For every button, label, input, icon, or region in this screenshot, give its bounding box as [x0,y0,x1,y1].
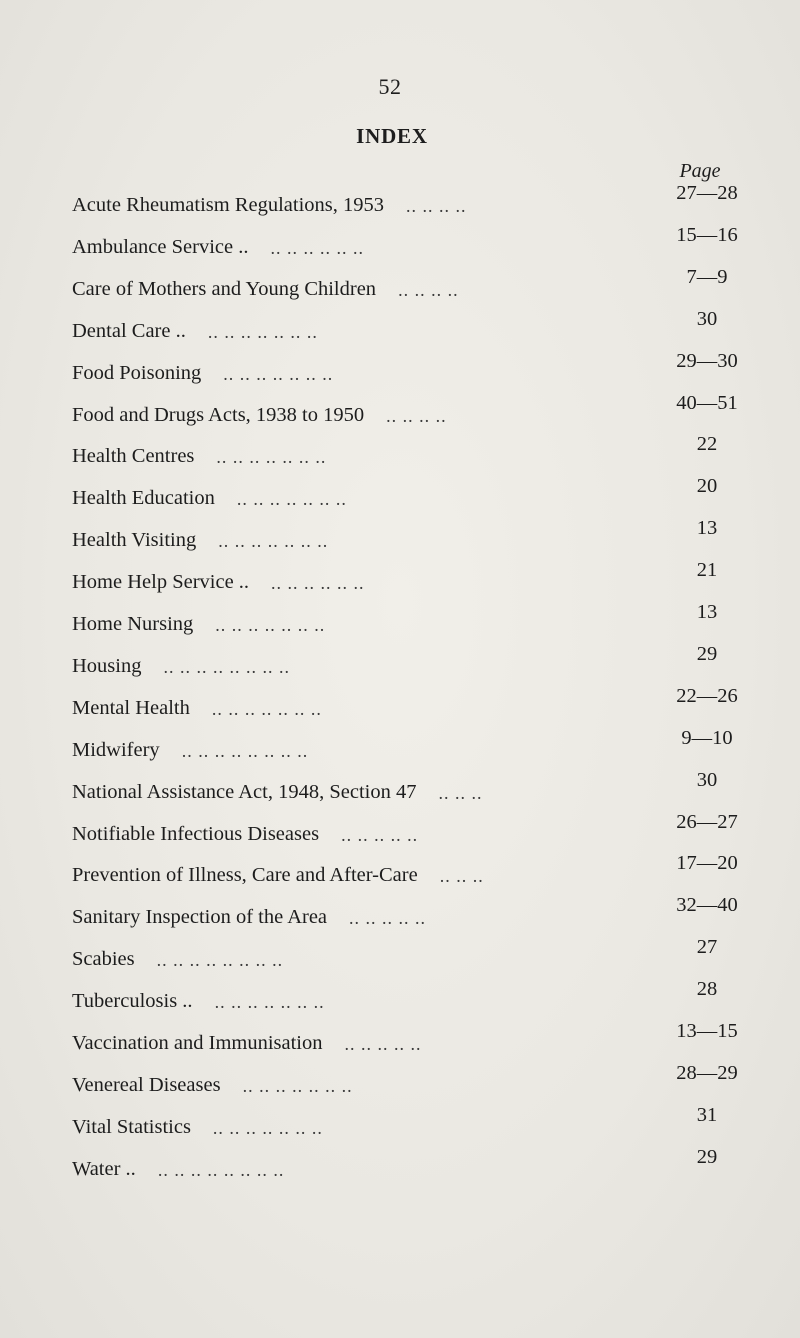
entry-label: Mental Health [72,696,190,719]
entry-label: Venereal Diseases [72,1073,221,1096]
entry-pages: 28—29 [676,1061,738,1084]
index-entry [72,433,752,475]
dot-leader [341,825,660,846]
index-entry [72,1145,752,1188]
dot-leader [218,531,660,552]
leader-dots: .. .. .. .. [406,196,467,216]
page-column-header: Page [679,160,721,182]
dot-leader [386,406,660,427]
entry-pages: 21 [696,559,718,582]
leader-dots: .. .. .. .. .. .. .. [207,321,318,342]
index-entry [72,810,752,853]
entry-label: Food Poisoning [72,361,202,384]
entry-label: Housing [72,654,142,677]
entry-label: Dental Care .. [72,319,186,342]
entry-label: Tuberculosis .. [72,990,193,1013]
index-entry [72,1020,752,1062]
entry-pages: 7—9 [686,265,728,288]
index-entry [72,726,752,769]
entry-label: Home Nursing [72,613,194,635]
entry-label: National Assistance Act, 1948, Section 47 [72,780,417,803]
entry-label: Vital Statistics [72,1115,191,1138]
entry-pages: 29 [696,1145,718,1168]
entry-pages: 22—26 [676,684,738,707]
index-entry [72,978,752,1020]
dot-leader [345,1034,661,1055]
entry-label: Notifiable Infectious Diseases [72,822,320,845]
leader-dots: .. .. .. .. .. .. .. [212,1117,323,1138]
leader-dots: .. .. .. .. .. .. .. [214,992,325,1013]
entry-label: Midwifery [72,738,160,761]
dot-leader [223,364,660,385]
entry-label: Health Centres [72,445,195,468]
leader-dots: .. .. .. .. [386,405,447,426]
entry-pages: 28 [696,978,718,1001]
dot-leader [212,699,660,720]
entry-pages: 9—10 [681,726,733,749]
entry-pages: 22 [696,433,718,456]
index-entry [72,852,752,894]
entry-label: Vaccination and Immunisation [72,1032,323,1054]
entry-label: Ambulance Service .. [72,235,249,258]
dot-leader [158,1160,660,1181]
entry-pages: 13 [696,601,718,623]
dot-leader [406,196,660,217]
index-entry [72,684,752,727]
index-entry [72,894,752,936]
leader-dots: .. .. .. .. .. .. [270,237,364,258]
page-title: INDEX [356,124,428,148]
dot-leader [215,615,660,636]
entry-pages: 13 [696,517,718,540]
entry-pages: 30 [696,307,718,330]
dot-leader [182,741,660,762]
index-entry [72,182,752,224]
index-entry [72,307,752,350]
entry-pages: 17—20 [676,852,738,875]
dot-leader [237,489,660,510]
dot-leader [271,573,660,594]
entry-pages: 29 [696,642,718,665]
leader-dots: .. .. .. .. .. .. .. [242,1075,353,1096]
dot-leader [440,866,660,887]
index-entry [72,936,752,978]
dot-leader [398,280,660,301]
entry-pages: 30 [696,768,718,791]
leader-dots: .. .. .. [439,866,484,887]
dot-leader [215,992,660,1013]
entry-pages: 32—40 [676,894,738,917]
dot-leader [163,657,660,678]
dot-leader [216,447,660,468]
entry-pages: 27 [696,936,718,959]
entry-pages: 15—16 [676,223,738,246]
page-number: 52 [378,74,402,99]
leader-dots: .. .. .. .. .. .. .. [216,447,327,468]
dot-leader [438,783,660,804]
leader-dots: .. .. .. .. .. .. .. .. [181,740,309,761]
leader-dots: .. .. .. .. .. .. .. .. [163,656,290,677]
index-entry [72,517,752,559]
dot-leader [208,322,660,343]
entry-label: Home Help Service .. [72,571,250,594]
entry-label: Food and Drugs Acts, 1938 to 1950 [72,403,365,426]
index-entry [72,642,752,685]
dot-leader [157,950,660,971]
index-entry [72,1061,752,1104]
index-entry [72,1103,752,1146]
leader-dots: .. .. .. .. .. [349,908,427,929]
entry-pages: 27—28 [676,182,738,204]
index-entry [72,265,752,308]
index-entry [72,391,752,434]
entry-label: Water .. [72,1157,136,1180]
entry-label: Scabies [72,948,135,971]
index-entry [72,475,752,517]
entry-pages: 20 [696,475,718,498]
entry-label: Health Visiting [72,529,197,552]
leader-dots: .. .. .. .. .. [344,1034,422,1054]
entry-pages: 29—30 [676,349,738,372]
entry-pages: 31 [696,1103,718,1126]
entry-pages: 40—51 [676,391,738,414]
index-entry [72,768,752,811]
index-entry [72,223,752,266]
entry-label: Prevention of Illness, Care and After-Care [72,864,418,887]
index-entry [72,349,752,392]
leader-dots: .. .. .. .. .. .. .. .. [157,1159,285,1180]
entry-pages: 26—27 [676,810,738,833]
entry-label: Care of Mothers and Young Children [72,277,377,300]
dot-leader [243,1076,660,1097]
entry-label: Acute Rheumatism Regulations, 1953 [72,194,385,216]
leader-dots: .. .. .. .. .. .. .. [223,363,334,384]
leader-dots: .. .. .. .. .. .. .. .. [156,950,284,971]
leader-dots: .. .. .. .. .. .. .. [215,615,326,635]
index-entry [72,601,752,643]
dot-leader [270,238,660,259]
leader-dots: .. .. .. .. .. .. .. [218,531,329,552]
leader-dots: .. .. .. [438,782,483,803]
leader-dots: .. .. .. .. [398,279,459,300]
leader-dots: .. .. .. .. .. [341,824,419,845]
entry-label: Sanitary Inspection of the Area [72,906,328,929]
leader-dots: .. .. .. .. .. .. [271,573,365,594]
dot-leader [349,908,660,929]
entry-pages: 13—15 [676,1020,738,1042]
leader-dots: .. .. .. .. .. .. .. [236,489,347,510]
index-entry [72,559,752,601]
dot-leader [213,1118,660,1139]
entry-label: Health Education [72,487,215,510]
leader-dots: .. .. .. .. .. .. .. [211,698,322,719]
